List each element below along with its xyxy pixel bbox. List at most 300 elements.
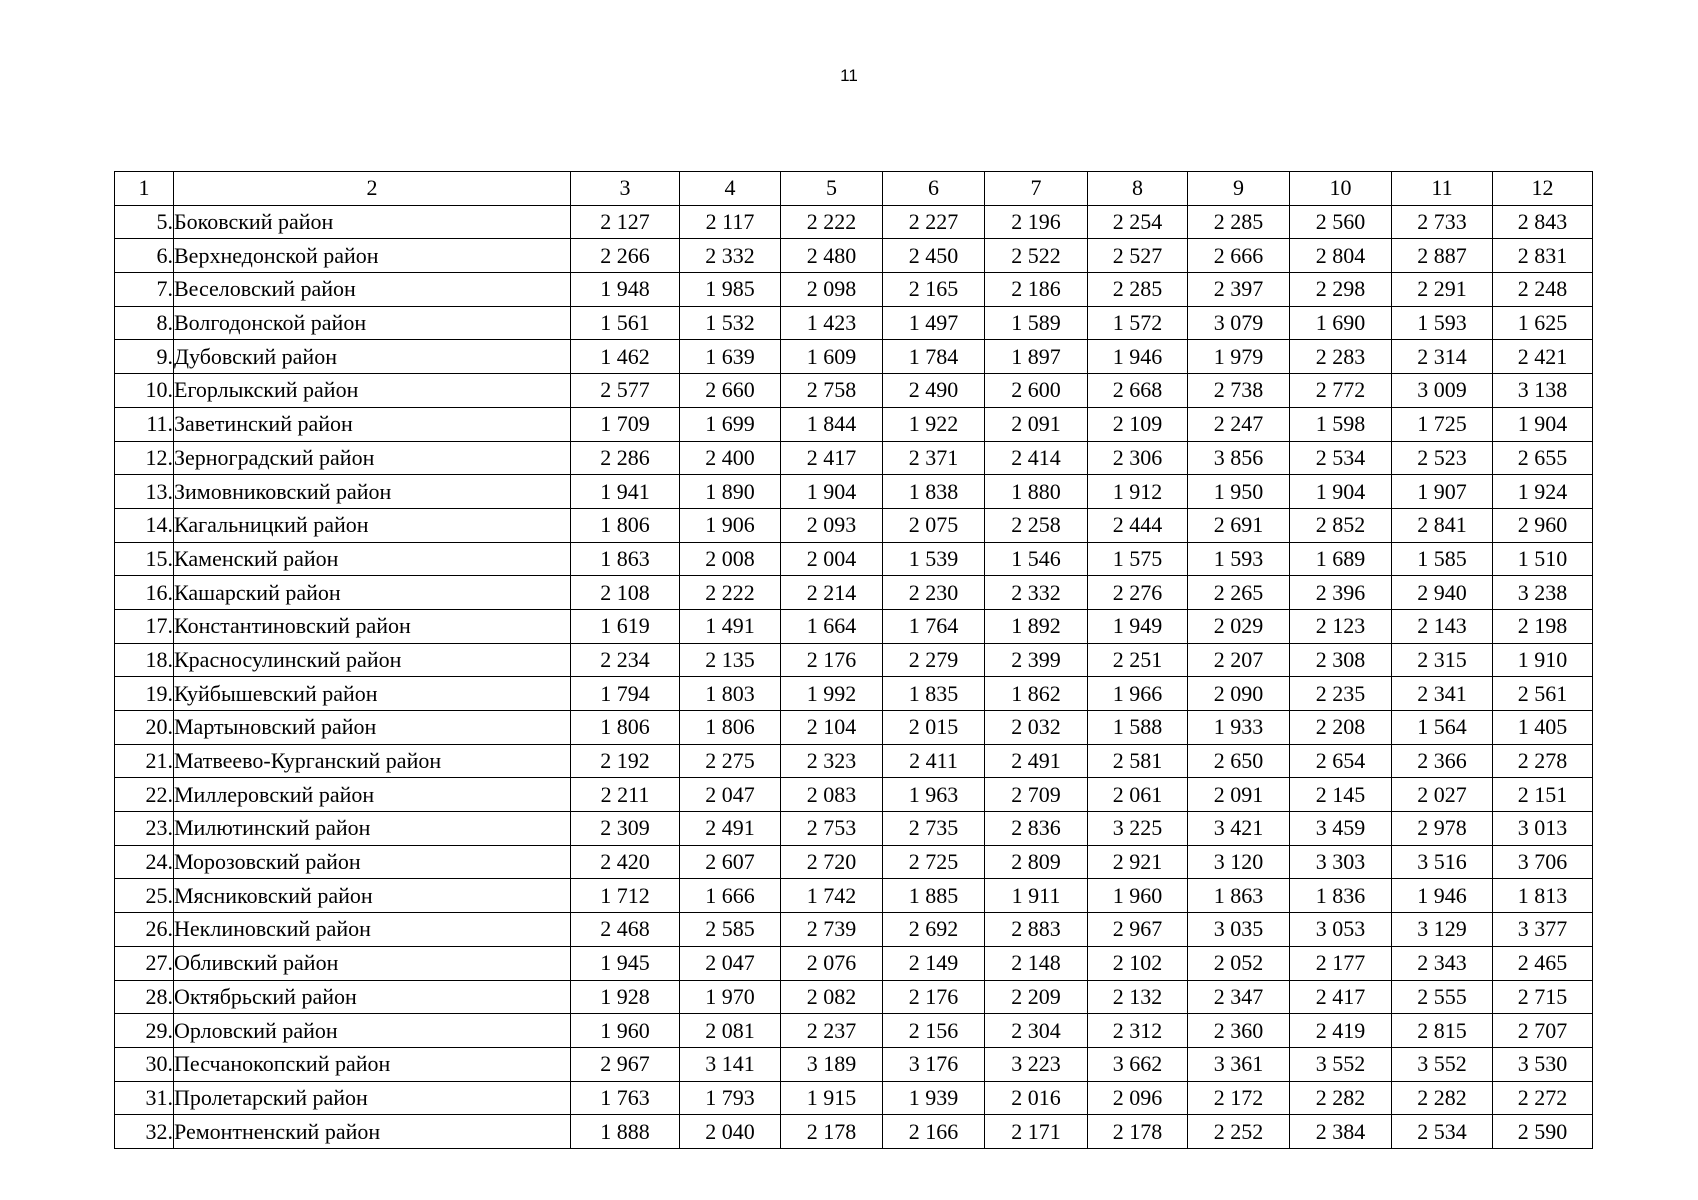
value-cell: 2 332 [985,576,1088,610]
table-row [115,711,1593,745]
value-cell: 2 725 [883,845,985,879]
value-cell: 1 863 [1188,879,1290,913]
value-cell: 1 928 [571,980,680,1014]
district-name-cell: Кагальницкий район [174,508,571,542]
value-cell: 3 225 [1088,812,1188,846]
value-cell: 2 400 [680,441,781,475]
value-cell: 1 784 [883,340,985,374]
row-number-cell: 17. [115,609,174,643]
row-number-cell: 13. [115,475,174,509]
value-cell: 2 309 [571,812,680,846]
value-cell: 2 921 [1088,845,1188,879]
value-cell: 1 510 [1493,542,1593,576]
value-cell: 2 248 [1493,273,1593,307]
value-cell: 1 888 [571,1115,680,1149]
value-cell: 2 135 [680,643,781,677]
value-cell: 2 491 [985,744,1088,778]
value-cell: 2 266 [571,239,680,273]
value-cell: 2 235 [1290,677,1392,711]
value-cell: 1 742 [781,879,883,913]
district-name-cell: Морозовский район [174,845,571,879]
value-cell: 1 836 [1290,879,1392,913]
value-cell: 1 709 [571,407,680,441]
value-cell: 2 480 [781,239,883,273]
value-cell: 2 171 [985,1115,1088,1149]
value-cell: 2 166 [883,1115,985,1149]
value-cell: 2 739 [781,913,883,947]
value-cell: 1 813 [1493,879,1593,913]
value-cell: 1 462 [571,340,680,374]
value-cell: 2 047 [680,778,781,812]
column-number-cell: 11 [1392,172,1493,206]
value-cell: 2 600 [985,374,1088,408]
value-cell: 3 459 [1290,812,1392,846]
row-number-cell: 20. [115,711,174,745]
value-cell: 2 650 [1188,744,1290,778]
value-cell: 2 117 [680,205,781,239]
value-cell: 2 660 [680,374,781,408]
value-cell: 2 396 [1290,576,1392,610]
row-number-cell: 14. [115,508,174,542]
row-number-cell: 31. [115,1081,174,1115]
value-cell: 2 234 [571,643,680,677]
district-name-cell: Кашарский район [174,576,571,610]
row-number-cell: 29. [115,1014,174,1048]
value-cell: 1 941 [571,475,680,509]
column-number-row [115,172,1593,206]
district-name-cell: Октябрьский район [174,980,571,1014]
value-cell: 2 214 [781,576,883,610]
table-row [115,744,1593,778]
district-name-cell: Пролетарский район [174,1081,571,1115]
district-name-cell: Обливский район [174,946,571,980]
value-cell: 2 419 [1290,1014,1392,1048]
value-cell: 1 946 [1392,879,1493,913]
district-name-cell: Дубовский район [174,340,571,374]
value-cell: 3 361 [1188,1047,1290,1081]
table-row [115,205,1593,239]
value-cell: 2 960 [1493,508,1593,542]
value-cell: 2 016 [985,1081,1088,1115]
value-cell: 1 910 [1493,643,1593,677]
row-number-cell: 16. [115,576,174,610]
value-cell: 1 960 [1088,879,1188,913]
value-cell: 2 308 [1290,643,1392,677]
value-cell: 2 522 [985,239,1088,273]
value-cell: 1 690 [1290,306,1392,340]
value-cell: 3 035 [1188,913,1290,947]
value-cell: 2 590 [1493,1115,1593,1149]
value-cell: 2 222 [781,205,883,239]
value-cell: 2 836 [985,812,1088,846]
value-cell: 2 490 [883,374,985,408]
value-cell: 1 639 [680,340,781,374]
value-cell: 2 148 [985,946,1088,980]
value-cell: 2 444 [1088,508,1188,542]
value-cell: 2 709 [985,778,1088,812]
value-cell: 1 863 [571,542,680,576]
value-cell: 2 738 [1188,374,1290,408]
value-cell: 3 421 [1188,812,1290,846]
value-cell: 2 655 [1493,441,1593,475]
value-cell: 2 417 [781,441,883,475]
table-row [115,374,1593,408]
value-cell: 2 841 [1392,508,1493,542]
value-cell: 2 577 [571,374,680,408]
value-cell: 2 061 [1088,778,1188,812]
value-cell: 1 838 [883,475,985,509]
column-number-cell: 3 [571,172,680,206]
district-name-cell: Каменский район [174,542,571,576]
value-cell: 2 343 [1392,946,1493,980]
value-cell: 2 397 [1188,273,1290,307]
table-row [115,913,1593,947]
value-cell: 1 915 [781,1081,883,1115]
value-cell: 2 607 [680,845,781,879]
column-number-cell: 12 [1493,172,1593,206]
value-cell: 1 912 [1088,475,1188,509]
value-cell: 3 706 [1493,845,1593,879]
value-cell: 2 081 [680,1014,781,1048]
table-row [115,643,1593,677]
value-cell: 3 223 [985,1047,1088,1081]
value-cell: 1 491 [680,609,781,643]
value-cell: 1 992 [781,677,883,711]
value-cell: 3 303 [1290,845,1392,879]
value-cell: 3 013 [1493,812,1593,846]
value-cell: 2 887 [1392,239,1493,273]
row-number-cell: 5. [115,205,174,239]
value-cell: 2 222 [680,576,781,610]
value-cell: 1 589 [985,306,1088,340]
district-name-cell: Зимовниковский район [174,475,571,509]
value-cell: 1 497 [883,306,985,340]
row-number-cell: 26. [115,913,174,947]
table-row [115,508,1593,542]
value-cell: 2 534 [1290,441,1392,475]
value-cell: 1 907 [1392,475,1493,509]
value-cell: 2 815 [1392,1014,1493,1048]
value-cell: 2 279 [883,643,985,677]
value-cell: 1 588 [1088,711,1188,745]
district-name-cell: Зерноградский район [174,441,571,475]
value-cell: 2 883 [985,913,1088,947]
table-row [115,812,1593,846]
district-name-cell: Константиновский район [174,609,571,643]
value-cell: 2 831 [1493,239,1593,273]
value-cell: 2 304 [985,1014,1088,1048]
value-cell: 2 735 [883,812,985,846]
row-number-cell: 8. [115,306,174,340]
value-cell: 2 230 [883,576,985,610]
value-cell: 2 715 [1493,980,1593,1014]
value-cell: 2 692 [883,913,985,947]
value-cell: 2 282 [1392,1081,1493,1115]
district-name-cell: Веселовский район [174,273,571,307]
value-cell: 1 575 [1088,542,1188,576]
value-cell: 2 032 [985,711,1088,745]
value-cell: 2 286 [571,441,680,475]
value-cell: 2 366 [1392,744,1493,778]
district-name-cell: Красносулинский район [174,643,571,677]
value-cell: 1 904 [1493,407,1593,441]
value-cell: 2 384 [1290,1115,1392,1149]
value-cell: 1 904 [1290,475,1392,509]
value-cell: 2 102 [1088,946,1188,980]
value-cell: 2 076 [781,946,883,980]
value-cell: 2 192 [571,744,680,778]
value-cell: 1 561 [571,306,680,340]
table-row [115,1081,1593,1115]
value-cell: 3 053 [1290,913,1392,947]
value-cell: 2 534 [1392,1115,1493,1149]
value-cell: 2 093 [781,508,883,542]
value-cell: 2 332 [680,239,781,273]
value-cell: 2 276 [1088,576,1188,610]
value-cell: 1 625 [1493,306,1593,340]
value-cell: 2 186 [985,273,1088,307]
value-cell: 2 015 [883,711,985,745]
value-cell: 2 108 [571,576,680,610]
value-cell: 1 619 [571,609,680,643]
value-cell: 1 904 [781,475,883,509]
table-row [115,239,1593,273]
row-number-cell: 21. [115,744,174,778]
value-cell: 1 806 [571,711,680,745]
value-cell: 2 029 [1188,609,1290,643]
value-cell: 2 109 [1088,407,1188,441]
district-name-cell: Орловский район [174,1014,571,1048]
value-cell: 2 278 [1493,744,1593,778]
table-row [115,407,1593,441]
value-cell: 1 806 [571,508,680,542]
column-number-cell: 5 [781,172,883,206]
value-cell: 1 585 [1392,542,1493,576]
value-cell: 2 282 [1290,1081,1392,1115]
value-cell: 2 420 [571,845,680,879]
value-cell: 2 047 [680,946,781,980]
value-cell: 2 096 [1088,1081,1188,1115]
district-data-table [114,171,1593,1149]
district-name-cell: Куйбышевский район [174,677,571,711]
table-row [115,980,1593,1014]
value-cell: 3 530 [1493,1047,1593,1081]
value-cell: 2 254 [1088,205,1188,239]
table-row [115,609,1593,643]
value-cell: 2 341 [1392,677,1493,711]
value-cell: 2 052 [1188,946,1290,980]
column-number-cell: 9 [1188,172,1290,206]
value-cell: 2 247 [1188,407,1290,441]
value-cell: 2 720 [781,845,883,879]
district-name-cell: Мартыновский район [174,711,571,745]
value-cell: 2 527 [1088,239,1188,273]
value-cell: 2 312 [1088,1014,1188,1048]
page-number: 11 [840,66,858,85]
value-cell: 2 156 [883,1014,985,1048]
row-number-cell: 25. [115,879,174,913]
value-cell: 2 523 [1392,441,1493,475]
value-cell: 3 120 [1188,845,1290,879]
value-cell: 1 666 [680,879,781,913]
table-row [115,273,1593,307]
value-cell: 1 572 [1088,306,1188,340]
value-cell: 3 552 [1290,1047,1392,1081]
value-cell: 2 209 [985,980,1088,1014]
value-cell: 1 906 [680,508,781,542]
row-number-cell: 6. [115,239,174,273]
district-name-cell: Ремонтненский район [174,1115,571,1149]
value-cell: 2 165 [883,273,985,307]
value-cell: 2 465 [1493,946,1593,980]
value-cell: 2 237 [781,1014,883,1048]
district-name-cell: Боковский район [174,205,571,239]
value-cell: 2 027 [1392,778,1493,812]
value-cell: 2 450 [883,239,985,273]
value-cell: 2 978 [1392,812,1493,846]
row-number-cell: 19. [115,677,174,711]
value-cell: 1 532 [680,306,781,340]
table-row [115,306,1593,340]
value-cell: 2 306 [1088,441,1188,475]
value-cell: 2 668 [1088,374,1188,408]
value-cell: 2 123 [1290,609,1392,643]
value-cell: 1 924 [1493,475,1593,509]
column-number-cell: 2 [174,172,571,206]
value-cell: 1 862 [985,677,1088,711]
value-cell: 2 211 [571,778,680,812]
value-cell: 2 176 [883,980,985,1014]
value-cell: 3 009 [1392,374,1493,408]
value-cell: 1 960 [571,1014,680,1048]
value-cell: 1 950 [1188,475,1290,509]
value-cell: 1 844 [781,407,883,441]
value-cell: 2 265 [1188,576,1290,610]
value-cell: 2 291 [1392,273,1493,307]
row-number-cell: 11. [115,407,174,441]
value-cell: 1 564 [1392,711,1493,745]
value-cell: 1 966 [1088,677,1188,711]
value-cell: 2 227 [883,205,985,239]
value-cell: 2 315 [1392,643,1493,677]
row-number-cell: 7. [115,273,174,307]
value-cell: 2 132 [1088,980,1188,1014]
table-row [115,778,1593,812]
column-number-cell: 7 [985,172,1088,206]
value-cell: 2 127 [571,205,680,239]
value-cell: 2 414 [985,441,1088,475]
value-cell: 2 581 [1088,744,1188,778]
value-cell: 2 196 [985,205,1088,239]
value-cell: 3 856 [1188,441,1290,475]
value-cell: 2 040 [680,1115,781,1149]
table-row [115,475,1593,509]
value-cell: 3 141 [680,1047,781,1081]
value-cell: 2 411 [883,744,985,778]
value-cell: 1 880 [985,475,1088,509]
value-cell: 2 177 [1290,946,1392,980]
column-number-cell: 1 [115,172,174,206]
table-row [115,576,1593,610]
value-cell: 2 275 [680,744,781,778]
value-cell: 2 967 [1088,913,1188,947]
table-row [115,1014,1593,1048]
value-cell: 2 258 [985,508,1088,542]
value-cell: 1 945 [571,946,680,980]
value-cell: 2 075 [883,508,985,542]
table-row [115,677,1593,711]
value-cell: 2 468 [571,913,680,947]
value-cell: 2 176 [781,643,883,677]
value-cell: 2 251 [1088,643,1188,677]
value-cell: 3 516 [1392,845,1493,879]
district-name-cell: Волгодонской район [174,306,571,340]
value-cell: 1 949 [1088,609,1188,643]
value-cell: 2 252 [1188,1115,1290,1149]
value-cell: 3 662 [1088,1047,1188,1081]
value-cell: 2 090 [1188,677,1290,711]
value-cell: 2 555 [1392,980,1493,1014]
value-cell: 1 712 [571,879,680,913]
table-row [115,879,1593,913]
table-row [115,1047,1593,1081]
value-cell: 2 940 [1392,576,1493,610]
value-cell: 2 967 [571,1047,680,1081]
value-cell: 3 377 [1493,913,1593,947]
value-cell: 2 323 [781,744,883,778]
district-name-cell: Верхнедонской район [174,239,571,273]
value-cell: 1 948 [571,273,680,307]
row-number-cell: 10. [115,374,174,408]
value-cell: 1 689 [1290,542,1392,576]
value-cell: 2 758 [781,374,883,408]
value-cell: 1 897 [985,340,1088,374]
value-cell: 2 283 [1290,340,1392,374]
value-cell: 1 699 [680,407,781,441]
district-name-cell: Заветинский район [174,407,571,441]
value-cell: 3 238 [1493,576,1593,610]
column-number-cell: 4 [680,172,781,206]
table-body [115,172,1593,1149]
value-cell: 1 405 [1493,711,1593,745]
row-number-cell: 27. [115,946,174,980]
value-cell: 2 151 [1493,778,1593,812]
column-number-cell: 8 [1088,172,1188,206]
value-cell: 2 314 [1392,340,1493,374]
value-cell: 2 417 [1290,980,1392,1014]
value-cell: 1 609 [781,340,883,374]
value-cell: 1 546 [985,542,1088,576]
value-cell: 2 666 [1188,239,1290,273]
value-cell: 2 843 [1493,205,1593,239]
value-cell: 1 793 [680,1081,781,1115]
value-cell: 2 491 [680,812,781,846]
value-cell: 2 421 [1493,340,1593,374]
value-cell: 2 198 [1493,609,1593,643]
value-cell: 2 347 [1188,980,1290,1014]
value-cell: 2 082 [781,980,883,1014]
district-name-cell: Милютинский район [174,812,571,846]
value-cell: 1 885 [883,879,985,913]
value-cell: 3 176 [883,1047,985,1081]
value-cell: 2 360 [1188,1014,1290,1048]
value-cell: 1 423 [781,306,883,340]
value-cell: 2 804 [1290,239,1392,273]
table-row [115,845,1593,879]
district-name-cell: Матвеево-Курганский район [174,744,571,778]
value-cell: 2 285 [1088,273,1188,307]
table-row [115,542,1593,576]
